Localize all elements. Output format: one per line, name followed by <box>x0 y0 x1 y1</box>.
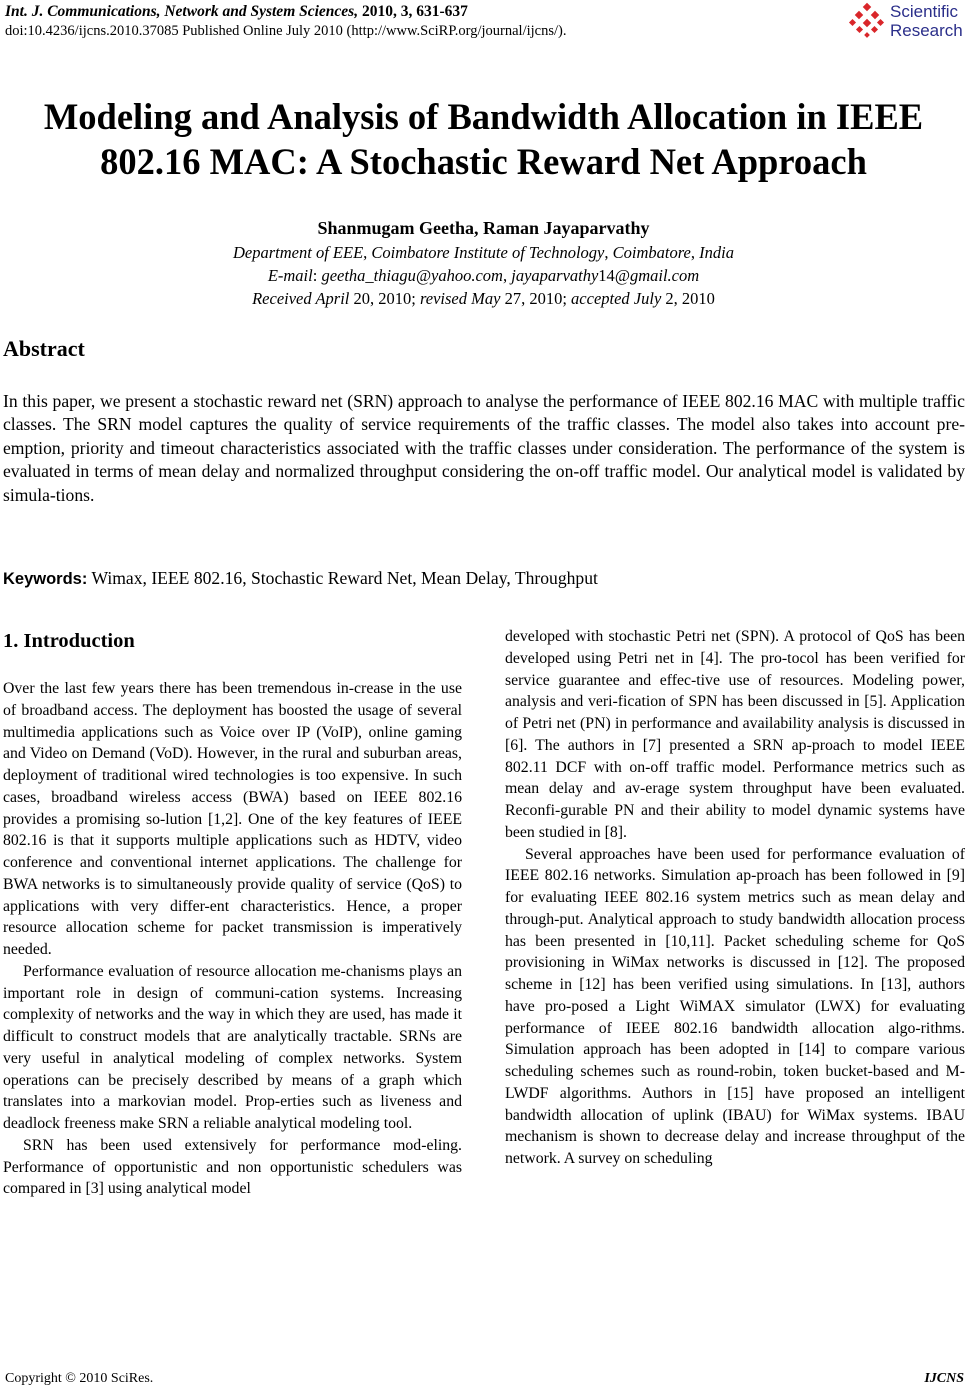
paragraph: developed with stochastic Petri net (SPN). A protocol of QoS has been developed using Petri net in [4]. The pro-tocol has been verified for service guarantee and effec-tive use of resources. Modeling power, analysis and veri-fication of SPN has been discussed in [5]. Application of Petri net (PN) in performance and availability analysis is discussed in [6]. The authors in [7] presented a SRN ap-proach to model IEEE 802.11 DCF with on-off traffic model. Performance metrics such as mean delay and av-erage system throughput have been evaluated. Reconfi-gurable PN and their ability to model dynamic systems have been studied in [8]. <box>505 628 965 841</box>
logo-text <box>890 2 963 40</box>
email-address-2-user[interactable]: jayaparvathy <box>511 266 599 285</box>
email-address-1[interactable]: geetha_thiagu@yahoo.com <box>321 266 503 285</box>
revised-date: 27, 2010; <box>500 289 572 308</box>
affil-country: India <box>699 243 734 262</box>
author-list: Shanmugam Geetha, Raman Jayaparvathy <box>317 218 650 238</box>
received-label: Received April <box>252 289 350 308</box>
left-column <box>3 678 462 1200</box>
paragraph: Performance evaluation of resource allocation me-chanisms plays an important role in design of communi-cation systems. Increasing complexity of networks and the way in which they are used, has made it difficult to construct models that are analytically tractable. SRNs are very useful in analytical modeling of complex networks. System operations can be precisely described by means of a graph which translates into a markovian model. Prop-erties such as liveness and deadlock freeness make SRN a reliable analytical modeling tool. <box>3 962 462 1132</box>
email-address-2-num[interactable]: 14 <box>598 266 615 285</box>
paragraph: Over the last few years there has been tremendous in-crease in the use of broadband access. The deployment has boosted the usage of several multimedia applications such as Voice over IP (VoIP), online gaming and Video on Demand (VoD). However, in the rural and suburban areas, deployment of traditional wired technologies is too expensive. In such cases, broadband wireless access (BWA) based on IEEE 802.16 provides a promising so-lution [1,2]. One of the key features of IEEE 802.16 is that it supports multiple applications such as HDTV, video conference and conventional internet applications. The challenge for BWA networks is to simultaneously provide quality of service (QoS) to applications with very differ-ent characteristics. Hence, a proper resource allocation scheme for packet transmission is imperatively needed. <box>3 680 462 958</box>
volume-info: 2010, 3, 631-637 <box>361 3 468 20</box>
journal-citation <box>5 3 468 21</box>
affiliation <box>0 243 967 263</box>
title-line-1: Modeling and Analysis of Bandwidth Allocation in IEEE <box>43 96 924 137</box>
affil-sep: , <box>690 243 700 262</box>
keywords-text: Wimax, IEEE 802.16, Stochastic Reward Net, Mean Delay, Throughput <box>87 568 598 588</box>
abstract-text: In this paper, we present a stochastic reward net (SRN) approach to analyse the performance of IEEE 802.16 MAC with multiple traffic classes. The SRN model captures the quality of service requirements of the traffic classes. The model also takes into account pre-emption, priority and timeout characteristics associated with the traffic classes under consideration. The performance of the system is evaluated in terms of mean delay and normalized throughput considering the on-off traffic model. Our analytical model is validated by simula-tions. <box>3 391 965 505</box>
paragraph: Several approaches have been used for performance evaluation of IEEE 802.16 networks. Simulation ap-proach has been followed in [9] for evaluating IEEE 802.16 system metrics such as mean delay and through-put. Analytical approach to study bandwidth allocation process has been presented in [10,11]. Packet scheduling scheme for QoS provisioning in WiMax networks is discussed in [12]. The proposed scheme in [12] has been verified using simulations. In [13], authors have pro-posed a Light WiMAX simulator (LWX) for evaluating performance of IEEE 802.16 bandwidth allocation algo-rithms. Simulation approach has been adopted in [14] to compare various scheduling schemes such as round-robin, token bucket-based and M-LWDF algorithms. Authors in [15] have proposed an intelligent bandwidth allocation of uplink (IBAU) for WiMax systems. IBAU mechanism is shown to decrease delay and increase throughput of the network. A survey on scheduling <box>505 845 965 1167</box>
abstract-heading: Abstract <box>3 336 85 361</box>
affil-sep: , <box>363 243 372 262</box>
section-heading-introduction: 1. Introduction <box>3 630 135 652</box>
keywords-label: Keywords: <box>3 570 88 588</box>
logo-mark-icon <box>848 2 888 42</box>
affil-dept: Department of EEE <box>233 243 364 262</box>
dates-line <box>0 289 967 309</box>
received-date: 20, 2010; <box>349 289 420 308</box>
affil-institute: Coimbatore Institute of Technology <box>371 243 605 262</box>
accepted-label: accepted July <box>571 289 662 308</box>
affil-sep: , <box>604 243 613 262</box>
publisher-logo <box>848 2 967 42</box>
right-column <box>505 626 965 1170</box>
footer-copyright: Copyright © 2010 SciRes. <box>5 1371 154 1386</box>
title-line-2: 802.16 MAC: A Stochastic Reward Net Approach <box>100 141 867 182</box>
revised-label: revised May <box>419 289 501 308</box>
email-sep: , <box>502 266 512 285</box>
email-colon: : <box>312 266 322 285</box>
paragraph: SRN has been used extensively for performance mod-eling. Performance of opportunistic and non opportunistic schedulers was compared in [3] using analytical model <box>3 1136 462 1198</box>
email-label: E-mail <box>267 266 313 285</box>
logo-line-scientific: Scientific <box>890 2 959 21</box>
journal-name: Int. J. Communications, Network and System Sciences, <box>5 3 359 20</box>
footer-journal-abbrev: IJCNS <box>924 1371 964 1386</box>
accepted-date: 2, 2010 <box>661 289 715 308</box>
keywords-line <box>3 567 598 590</box>
logo-line-research: Research <box>890 21 963 40</box>
email-line <box>0 266 967 286</box>
paper-title <box>0 94 967 184</box>
affil-city: Coimbatore <box>612 243 691 262</box>
doi-line: doi:10.4236/ijcns.2010.37085 Published Online July 2010 (http://www.SciRP.org/journal/ijcns/). <box>5 23 567 39</box>
email-address-2-domain[interactable]: @gmail.com <box>614 266 700 285</box>
